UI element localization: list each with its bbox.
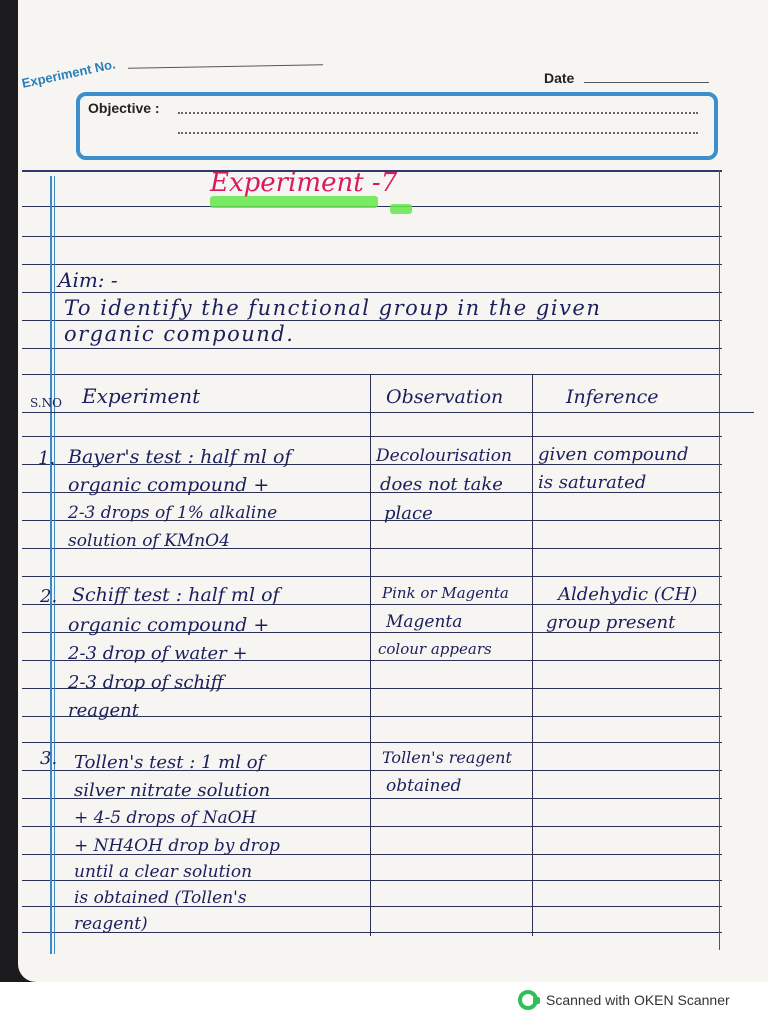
row2-observation-line: Pink or Magenta (382, 584, 509, 602)
margin-line (50, 176, 52, 954)
ruled-line (22, 236, 722, 237)
row2-sno: 2. (40, 586, 58, 607)
notebook-page (18, 0, 768, 982)
header-observation: Observation (386, 386, 504, 408)
objective-box (76, 92, 718, 160)
experiment-no-label: Experiment No. (20, 56, 117, 91)
row1-experiment-line: 2-3 drops of 1% alkaline (68, 503, 278, 523)
oken-scanner-logo-icon (518, 990, 538, 1010)
table-column-divider (532, 374, 533, 936)
row3-experiment-line: silver nitrate solution (74, 780, 271, 801)
row1-observation-line: Decolourisation (376, 446, 512, 466)
row3-observation-line: Tollen's reagent (382, 748, 512, 767)
row3-experiment-line: + 4-5 drops of NaOH (74, 808, 257, 828)
header-experiment: Experiment (82, 384, 201, 408)
row3-experiment-line: + NH4OH drop by drop (74, 836, 280, 856)
row3-experiment-line: reagent) (74, 914, 148, 934)
row2-experiment-line: reagent (68, 700, 139, 721)
title-highlight (390, 204, 412, 214)
objective-dotted-line (178, 112, 698, 114)
row1-experiment-line: organic compound + (68, 474, 270, 496)
row1-experiment-line: solution of KMnO4 (68, 531, 230, 551)
row3-experiment-line: is obtained (Tollen's (74, 888, 247, 908)
row1-experiment-line: Bayer's test : half ml of (68, 446, 292, 468)
row2-experiment-line: Schiff test : half ml of (72, 584, 280, 606)
row2-inference-line: group present (546, 612, 676, 633)
ruled-line (22, 576, 722, 577)
row1-observation-line: does not take (380, 474, 503, 495)
ruled-line (22, 374, 722, 375)
row3-experiment-line: Tollen's test : 1 ml of (74, 752, 265, 773)
ruled-line (22, 348, 722, 349)
margin-line (54, 176, 55, 954)
row3-observation-line: obtained (386, 776, 462, 796)
row2-observation-line: colour appears (378, 640, 492, 658)
aim-text-line1: To identify the functional group in the given (64, 296, 602, 320)
ruled-line (22, 742, 722, 743)
row2-experiment-line: organic compound + (68, 614, 270, 636)
objective-label: Objective : (88, 100, 160, 116)
row2-inference-line: Aldehydic (CH) (558, 584, 698, 605)
header-inference: Inference (566, 386, 659, 408)
date-line (584, 82, 709, 83)
table-column-divider (370, 374, 371, 936)
ruled-line (22, 292, 722, 293)
objective-dotted-line (178, 132, 698, 134)
row2-experiment-line: 2-3 drop of water + (68, 643, 248, 664)
scanner-watermark (518, 990, 730, 1010)
ruled-area (22, 170, 722, 952)
aim-text-line2: organic compound. (64, 322, 295, 346)
row1-sno: 1. (38, 448, 56, 469)
row1-observation-line: place (384, 503, 433, 524)
ruled-line (22, 436, 722, 437)
aim-label: Aim: - (58, 268, 118, 292)
row2-experiment-line: 2-3 drop of schiff (68, 672, 224, 693)
row3-sno: 3. (40, 748, 58, 769)
experiment-title: Experiment -7 (210, 168, 398, 198)
table-header-divider (22, 412, 754, 413)
experiment-no-line (128, 64, 323, 68)
ruled-line (22, 264, 722, 265)
row1-inference-line: is saturated (538, 472, 647, 493)
row2-observation-line: Magenta (386, 612, 463, 632)
scanner-text: Scanned with OKEN Scanner (546, 992, 730, 1008)
page-edge-line (719, 170, 720, 950)
row3-experiment-line: until a clear solution (74, 862, 253, 882)
header-sno: S.NO (30, 396, 62, 410)
ruled-line (22, 320, 722, 321)
row1-inference-line: given compound (538, 444, 689, 465)
date-label: Date (544, 70, 575, 86)
